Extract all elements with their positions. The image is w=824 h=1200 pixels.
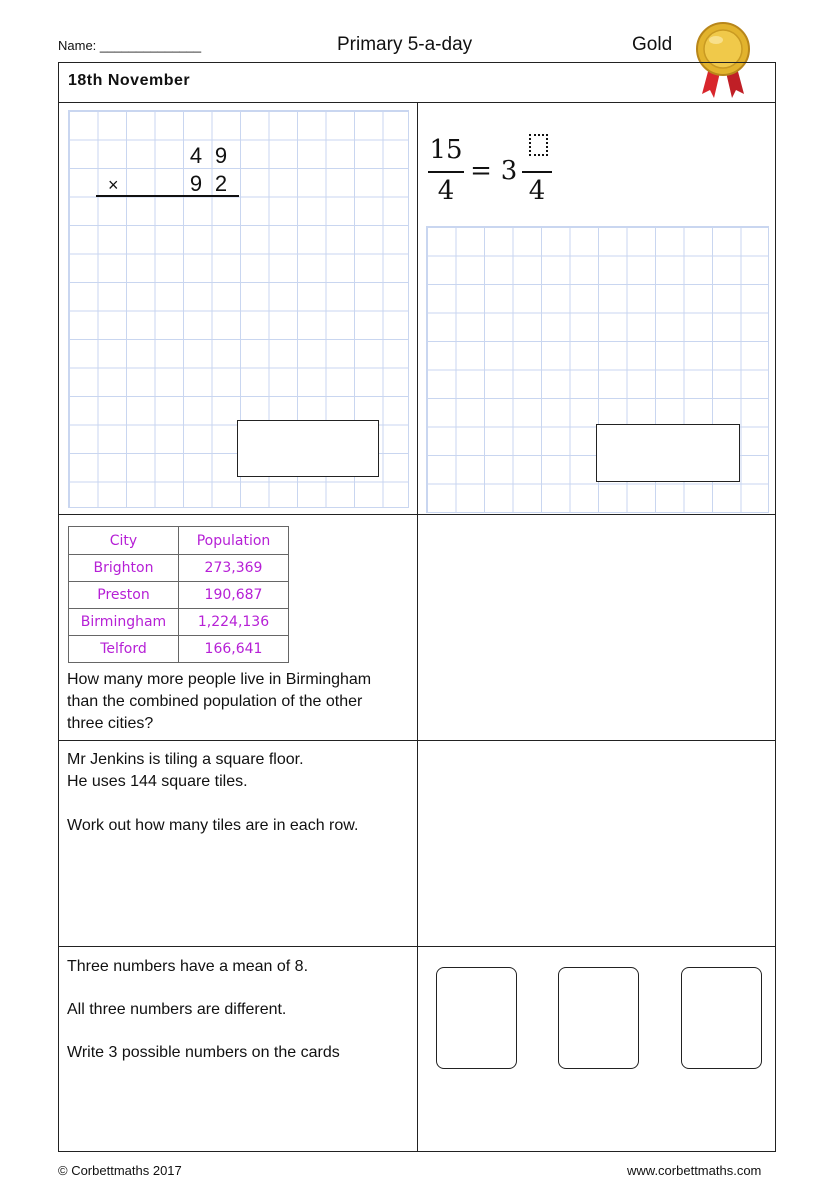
table-row (69, 636, 289, 663)
answer-area-q4[interactable] (419, 742, 775, 945)
number-card-3[interactable] (681, 967, 762, 1069)
question-line: Work out how many tiles are in each row. (67, 817, 359, 834)
city-cell: Brighton (69, 555, 179, 582)
multiplication-rule (96, 195, 239, 197)
question-line: All three numbers are different. (67, 1001, 287, 1018)
table-row (69, 582, 289, 609)
number-card-1[interactable] (436, 967, 517, 1069)
multiplicand-tens-digit: 4 (189, 143, 203, 168)
question-line: How many more people live in Birmingham (67, 671, 372, 688)
population-question (67, 669, 417, 735)
question-line: three cities? (67, 715, 154, 732)
question-line: Three numbers have a mean of 8. (67, 958, 309, 975)
date-heading: 18th November (58, 62, 776, 103)
multiplier-tens-digit: 9 (189, 171, 203, 196)
city-cell: Preston (69, 582, 179, 609)
multiplier-ones-digit: 2 (214, 171, 228, 196)
city-cell: Telford (69, 636, 179, 663)
table-row (69, 555, 289, 582)
fraction-bar-left (428, 171, 464, 173)
population-cell: 273,369 (179, 555, 289, 582)
question-line: Write 3 possible numbers on the cards (67, 1044, 340, 1061)
page-title: Primary 5-a-day (337, 34, 473, 55)
whole-number: 3 (500, 156, 518, 186)
table-header-population: Population (179, 527, 289, 555)
population-cell: 166,641 (179, 636, 289, 663)
level-label: Gold (632, 34, 673, 55)
question-line: He uses 144 square tiles. (67, 773, 248, 790)
equals-sign: = (470, 156, 492, 186)
missing-numerator-box[interactable] (529, 134, 548, 156)
population-table (68, 526, 289, 663)
answer-box-q1[interactable] (237, 420, 379, 477)
column-divider (417, 103, 418, 1152)
fraction-bar-right (522, 171, 552, 173)
improper-denominator: 4 (437, 176, 455, 206)
multiplicand-ones-digit: 9 (214, 143, 228, 168)
copyright-notice: © Corbettmaths 2017 (58, 1163, 182, 1178)
improper-numerator: 15 (429, 135, 463, 165)
number-card-2[interactable] (558, 967, 639, 1069)
mixed-denominator: 4 (528, 176, 546, 206)
table-row (69, 609, 289, 636)
table-header-row (69, 527, 289, 555)
mean-question (67, 956, 417, 1064)
question-line: Mr Jenkins is tiling a square floor. (67, 751, 304, 768)
name-field-label: Name: ______________ (58, 38, 202, 53)
table-header-city: City (69, 527, 179, 555)
answer-area-q3[interactable] (419, 516, 775, 739)
population-cell: 190,687 (179, 582, 289, 609)
answer-box-q2[interactable] (596, 424, 740, 482)
population-cell: 1,224,136 (179, 609, 289, 636)
question-line: than the combined population of the other (67, 693, 363, 710)
tiling-question (67, 749, 417, 837)
city-cell: Birmingham (69, 609, 179, 636)
website-link[interactable]: www.corbettmaths.com (627, 1163, 762, 1178)
times-sign: × (108, 175, 119, 195)
